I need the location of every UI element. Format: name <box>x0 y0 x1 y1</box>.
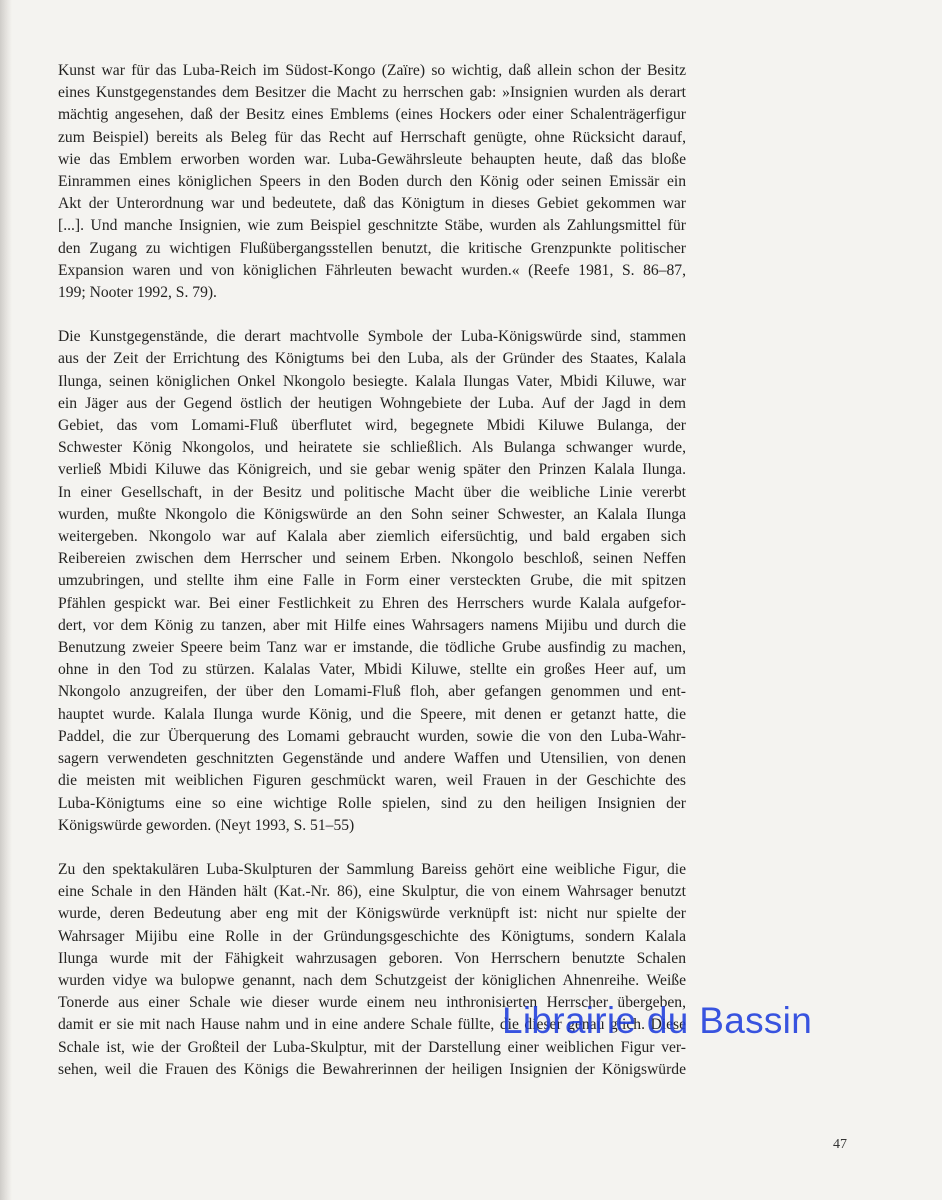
text-line: den Zugang zu wichtigen Flußübergangsstellen benutzt, die kritische Grenzpunkte politischer <box>58 239 686 257</box>
text-line: Einrammen eines königlichen Speers in den Boden durch den König oder seinen Emissär ein <box>58 173 686 191</box>
text-line: hauptet wurde. Kalala Ilunga wurde König, und die Speere, mit denen er getanzt hatte, die <box>58 705 686 723</box>
book-spine-shadow <box>0 0 12 1200</box>
text-line: In einer Gesellschaft, in der Besitz und politische Macht über die weibliche Linie vererbt <box>58 483 686 501</box>
text-line: Benutzung zweier Speere beim Tanz war er imstande, die tödliche Grube ausfindig zu machen, <box>58 639 686 657</box>
text-line: dert, vor dem König zu tanzen, aber mit Hilfe eines Wahrsagers namens Mijibu und durch die <box>58 616 686 634</box>
text-line: Luba-Königtums eine so eine wichtige Rolle spielen, sind zu den heiligen Insignien der <box>58 794 686 812</box>
text-line: Tonerde aus einer Schale wie dieser wurde einem neu inthronisierten Herrscher übergeben, <box>58 994 686 1012</box>
text-line: Schale ist, wie der Großteil der Luba-Skulptur, mit der Darstellung einer weiblichen Figur ver- <box>58 1038 686 1056</box>
text-line: Kunst war für das Luba-Reich im Südost-Kongo (Zaïre) so wichtig, daß allein schon der Besitz <box>58 62 686 79</box>
text-line: [...]. Und manche Insignien, wie zum Beispiel geschnitzte Stäbe, wurden als Zahlungsmittel für <box>58 217 686 235</box>
text-line: wurde, deren Bedeutung aber eng mit der Königswürde verknüpft ist: nicht nur spielte der <box>58 905 686 923</box>
text-line: umzubringen, und stellte ihm eine Falle in Form einer versteckten Grube, die mit spitzen <box>58 572 686 590</box>
text-line: zum Beispiel) bereits als Beleg für das Recht auf Herrschaft genügte, ohne Rücksicht darauf, <box>58 128 686 146</box>
text-line: eine Schale in den Händen hält (Kat.-Nr. 86), eine Skulptur, die von einem Wahrsager benutzt <box>58 883 686 901</box>
text-line: sehen, weil die Frauen des Königs die Bewahrerinnen der heiligen Insignien der Königswürde <box>58 1060 686 1078</box>
text-line: Reibereien zwischen dem Herrscher und seinem Erben. Nkongolo beschloß, seinen Neffen <box>58 550 686 568</box>
text-line: eines Kunstgegenstandes dem Besitzer die Macht zu herrschen gab: »Insignien wurden als derart <box>58 84 686 102</box>
text-line: wie das Emblem erworben worden war. Luba-Gewährsleute behaupten heute, daß das bloße <box>58 150 686 168</box>
text-line: wurden, mußte Nkongolo die Königswürde an den Sohn seiner Schwester, an Kalala Ilunga <box>58 505 686 523</box>
paragraph-3 <box>58 859 686 1081</box>
text-line: damit er sie mit nach Hause nahm und in eine andere Schale füllte, die dieser genau glich. Diese <box>58 1016 686 1034</box>
text-line: Zu den spektakulären Luba-Skulpturen der Sammlung Bareiss gehört eine weibliche Figur, die <box>58 860 686 878</box>
text-line: verließ Mbidi Kiluwe das Königreich, und sie gebar wenig später den Prinzen Kalala Ilunga. <box>58 461 686 479</box>
text-line: Akt der Unterordnung war und bedeutete, daß das Königtum in dieses Gebiet gekommen war <box>58 195 686 213</box>
page-number: 47 <box>833 1137 847 1152</box>
text-line: weitergeben. Nkongolo war auf Kalala aber ziemlich eifersüchtig, und bald ergaben sich <box>58 528 686 546</box>
text-line: wurden vidye wa bulopwe genannt, nach dem Schutzgeist der königlichen Ahnenreihe. Weiße <box>58 971 686 989</box>
text-line: Königswürde geworden. (Neyt 1993, S. 51–55) <box>58 816 355 834</box>
text-line: Ilunga wurde mit der Fähigkeit wahrzusagen geboren. Von Herrschern benutzte Schalen <box>58 949 686 967</box>
text-line: 199; Nooter 1992, S. 79). <box>58 284 217 302</box>
text-line: die meisten mit weiblichen Figuren geschmückt waren, weil Frauen in der Geschichte des <box>58 772 686 790</box>
text-line: sagern verwendeten geschnitzten Gegenstände und andere Waffen und Utensilien, von denen <box>58 750 686 768</box>
text-line: ein Jäger aus der Gegend östlich der heutigen Wohngebiete der Luba. Auf der Jagd in dem <box>58 394 686 412</box>
paragraph-1 <box>58 60 686 304</box>
text-line: Die Kunstgegenstände, die derart machtvolle Symbole der Luba-Königswürde sind, stammen <box>58 328 686 346</box>
text-line: Ilunga, seinen königlichen Onkel Nkongolo besiegte. Kalala Ilungas Vater, Mbidi Kiluwe, war <box>58 372 686 390</box>
body-text <box>58 60 686 1103</box>
text-line: aus der Zeit der Errichtung des Königtums bei den Luba, als der Gründer des Staates, Kalala <box>58 350 686 368</box>
text-line: ohne in den Tod zu stürzen. Kalalas Vater, Mbidi Kiluwe, stellte ein großes Heer auf, um <box>58 661 686 679</box>
text-line: Paddel, die zur Überquerung des Lomami gebraucht wurden, sowie die von den Luba-Wahr- <box>58 727 686 745</box>
paragraph-2 <box>58 326 686 837</box>
text-line: Nkongolo anzugreifen, der über den Lomami-Fluß floh, aber gefangen genommen und ent- <box>58 683 686 701</box>
text-line: Gebiet, das vom Lomami-Fluß überflutet wird, begegnete Mbidi Kiluwe Bulanga, der <box>58 417 686 435</box>
text-line: Schwester König Nkongolos, und heiratete sie schließlich. Als Bulanga schwanger wurde, <box>58 439 686 457</box>
watermark: Librairie du Bassin <box>502 1000 813 1041</box>
text-line: mächtig angesehen, daß der Besitz eines Emblems (eines Hockers oder einer Schalenträgerfigur <box>58 106 686 124</box>
text-line: Pfählen gespickt war. Bei einer Festlichkeit zu Ehren des Herrschers wurde Kalala aufgefor- <box>58 594 686 612</box>
text-line: Wahrsager Mijibu eine Rolle in der Gründungsgeschichte des Königtums, sondern Kalala <box>58 927 686 945</box>
text-line: Expansion waren und von königlichen Fährleuten bewacht wurden.« (Reefe 1981, S. 86–87, <box>58 261 686 279</box>
